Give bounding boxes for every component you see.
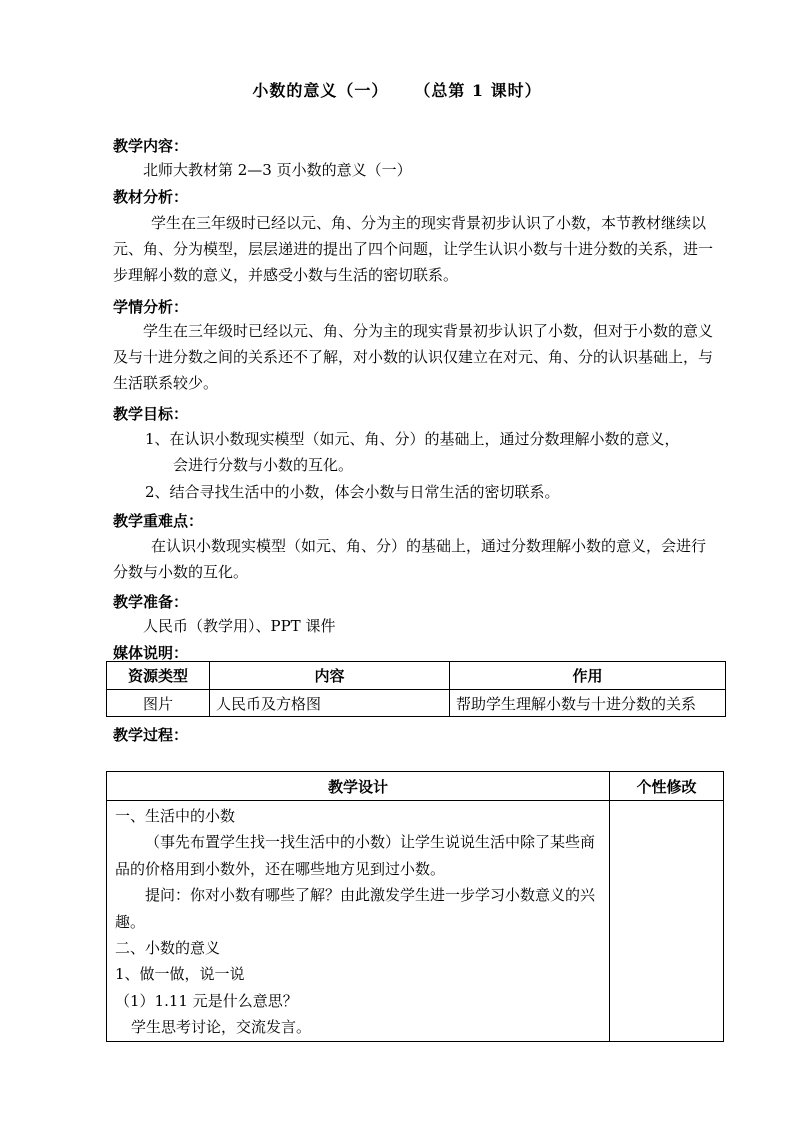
table-row [107,801,724,1042]
process-header-edit: 个性修改 [610,772,724,801]
material-analysis-heading: 教材分析： [113,188,189,206]
process-line-3: 提问：你对小数有哪些了解？由此激发学生进一步学习小数意义的兴趣。 [115,886,596,931]
key-points-text: 在认识小数现实模型（如元、角、分）的基础上，通过分数理解小数的意义，会进行分数与小数的互化。 [113,537,707,581]
process-line-2: （事先布置学生找一找生活中的小数）让学生说说生活中除了某些商品的价格用到小数外，还在哪些地方见到过小数。 [115,833,596,878]
media-heading: 媒体说明： [113,644,189,662]
process-line-1: 一、生活中的小数 [115,807,236,825]
media-header-content: 内容 [210,662,450,690]
student-analysis-heading: 学情分析： [113,298,189,316]
media-table-header [107,662,726,690]
preparation-text: 人民币（教学用）、PPT 课件 [143,617,336,635]
student-analysis-text: 学生在三年级时已经以元、角、分为主的现实背景初步认识了小数，但对于小数的意义及与十进分数之间的关系还不了解，对小数的认识仅建立在对元、角、分的认识基础上，与生活联系较少。 [113,322,714,392]
objective-item-2: 2、结合寻找生活中的小数，体会小数与日常生活的密切联系。 [145,483,560,501]
content-text: 北师大教材第 2—3 页小数的意义（一） [143,161,412,179]
objectives-heading: 教学目标： [113,405,189,423]
preparation-heading: 教学准备： [113,593,189,611]
process-line-5: 1、做一做，说一说 [115,965,245,984]
table-row [107,690,726,717]
media-cell-purpose: 帮助学生理解小数与十进分数的关系 [450,690,726,717]
process-header-design: 教学设计 [107,772,610,801]
process-line-4: 二、小数的意义 [115,939,221,958]
page-title [0,78,794,101]
lesson-number: （总第 1 课时） [414,81,542,100]
media-cell-type: 图片 [107,690,210,717]
material-analysis-text: 学生在三年级时已经以元、角、分为主的现实背景初步认识了小数，本节教材继续以元、角、分为模型，层层递进的提出了四个问题，让学生认识小数与十进分数的关系，进一步理解小数的意义，并感受小数与生活的密切联系。 [113,214,714,284]
objective-item-1-line1: 1、在认识小数现实模型（如元、角、分）的基础上，通过分数理解小数的意义， [145,430,680,448]
content-heading: 教学内容： [113,137,189,155]
process-design-cell [107,801,610,1042]
objective-item-1-line2: 会进行分数与小数的互化。 [173,456,354,474]
media-cell-content: 人民币及方格图 [210,690,450,717]
process-line-7: 学生思考讨论，交流发言。 [131,1018,312,1037]
key-points-heading: 教学重难点： [113,512,204,530]
process-heading: 教学过程： [113,726,189,744]
media-header-purpose: 作用 [450,662,726,690]
lesson-title: 小数的意义（一） [252,81,389,100]
media-table [106,661,726,717]
process-table-header [107,772,724,801]
process-edit-cell [610,801,724,1042]
process-table [106,771,724,1042]
process-line-6: （1）1.11 元是什么意思？ [115,991,298,1010]
media-header-type: 资源类型 [107,662,210,690]
objective-item-1 [145,426,720,478]
